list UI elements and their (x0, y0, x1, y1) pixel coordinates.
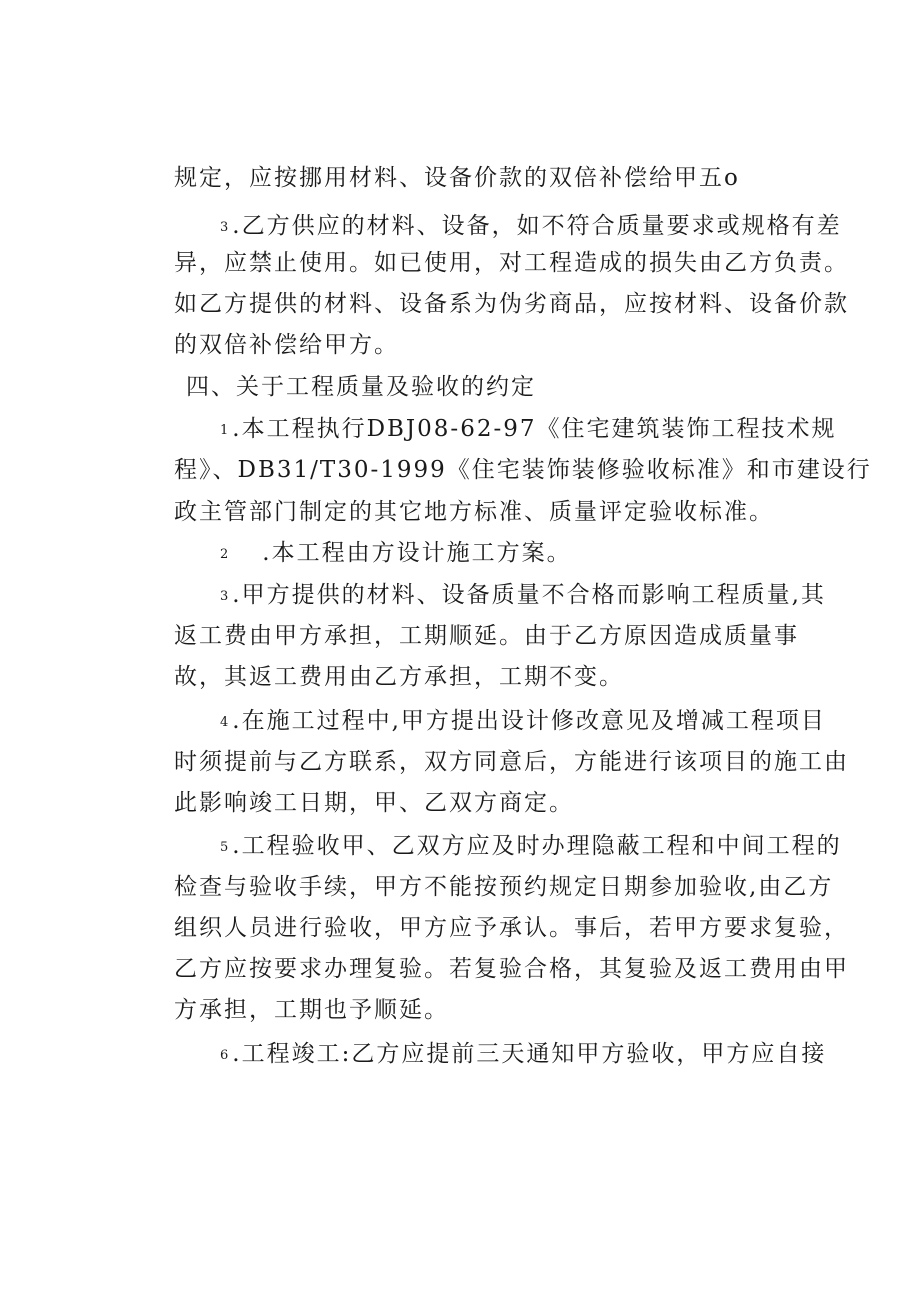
line-text: 政主管部门制定的其它地方标准、质量评定验收标准。 (174, 499, 774, 525)
line-text: .本工程由方设计施工方案。 (262, 540, 572, 566)
line-text: 方承担，工期也予顺延。 (174, 997, 449, 1023)
text-line (174, 953, 849, 985)
clause-number: 1 (220, 423, 229, 438)
clause-number: 6 (220, 1048, 229, 1063)
line-text: 如乙方提供的材料、设备系为伪劣商品，应按材料、设备价款 (174, 291, 849, 317)
clause-3-line (220, 579, 826, 613)
line-text: .本工程执行DBJ08-62-97《住宅建筑装饰工程技术规 (232, 416, 837, 442)
line-text: .在施工过程中,甲方提出设计修改意见及增减工程项目 (232, 708, 826, 734)
text-line (174, 247, 849, 279)
line-text: 规定，应按挪用材料、设备价款的双倍补偿给甲五o (174, 165, 740, 191)
line-text: 的双倍补偿给甲方。 (174, 332, 399, 358)
line-text: 乙方应按要求办理复验。若复验合格，其复验及返工费用由甲 (174, 956, 849, 982)
text-line (174, 329, 399, 361)
line-text: .乙方供应的材料、设备，如不符合质量要求或规格有差 (232, 213, 842, 239)
text-line (174, 746, 849, 778)
line-text: 检查与验收手续，甲方不能按预约规定日期参加验收,由乙方 (174, 874, 834, 900)
clause-number: 4 (220, 715, 229, 730)
line-text: .工程验收甲、乙双方应及时办理隐蔽工程和中间工程的 (232, 833, 842, 859)
line-text: .工程竣工:乙方应提前三天通知甲方验收，甲方应自接 (232, 1041, 827, 1067)
text-line (174, 496, 774, 528)
text-line (174, 454, 872, 486)
text-line (174, 994, 449, 1026)
section-heading (186, 371, 536, 403)
line-text: 时须提前与乙方联系，双方同意后，方能进行该项目的施工由 (174, 749, 849, 775)
clause-number: 2 (220, 547, 229, 562)
text-line (174, 162, 740, 194)
clause-6-line (220, 1038, 826, 1072)
text-line (174, 787, 574, 819)
line-text: 异，应禁止使用。如已使用，对工程造成的损失由乙方负责。 (174, 250, 849, 276)
clause-1-line (220, 413, 837, 447)
line-text: .甲方提供的材料、设备质量不合格而影响工程质量,其 (232, 582, 826, 608)
line-text: 此影响竣工日期，甲、乙双方商定。 (174, 790, 574, 816)
line-text: 组织人员进行验收，甲方应予承认。事后，若甲方要求复验， (174, 915, 849, 941)
clause-3-line (220, 210, 842, 244)
clause-2-line (220, 537, 572, 571)
line-text: 程》、DB31/T30-1999《住宅装饰装修验收标准》和市建设行 (174, 457, 872, 483)
text-line (174, 288, 849, 320)
text-line (174, 871, 833, 903)
line-text: 返工费由甲方承担，工期顺延。由于乙方原因造成质量事 (174, 623, 799, 649)
clause-number: 3 (220, 220, 229, 235)
text-line (174, 912, 849, 944)
line-text: 故，其返工费用由乙方承担，工期不变。 (174, 664, 624, 690)
text-line (174, 661, 624, 693)
clause-number: 5 (220, 840, 229, 855)
section-heading-text: 四、关于工程质量及验收的约定 (186, 374, 536, 400)
clause-5-line (220, 830, 842, 864)
text-line (174, 620, 799, 652)
clause-4-line (220, 705, 826, 739)
clause-number: 3 (220, 589, 229, 604)
